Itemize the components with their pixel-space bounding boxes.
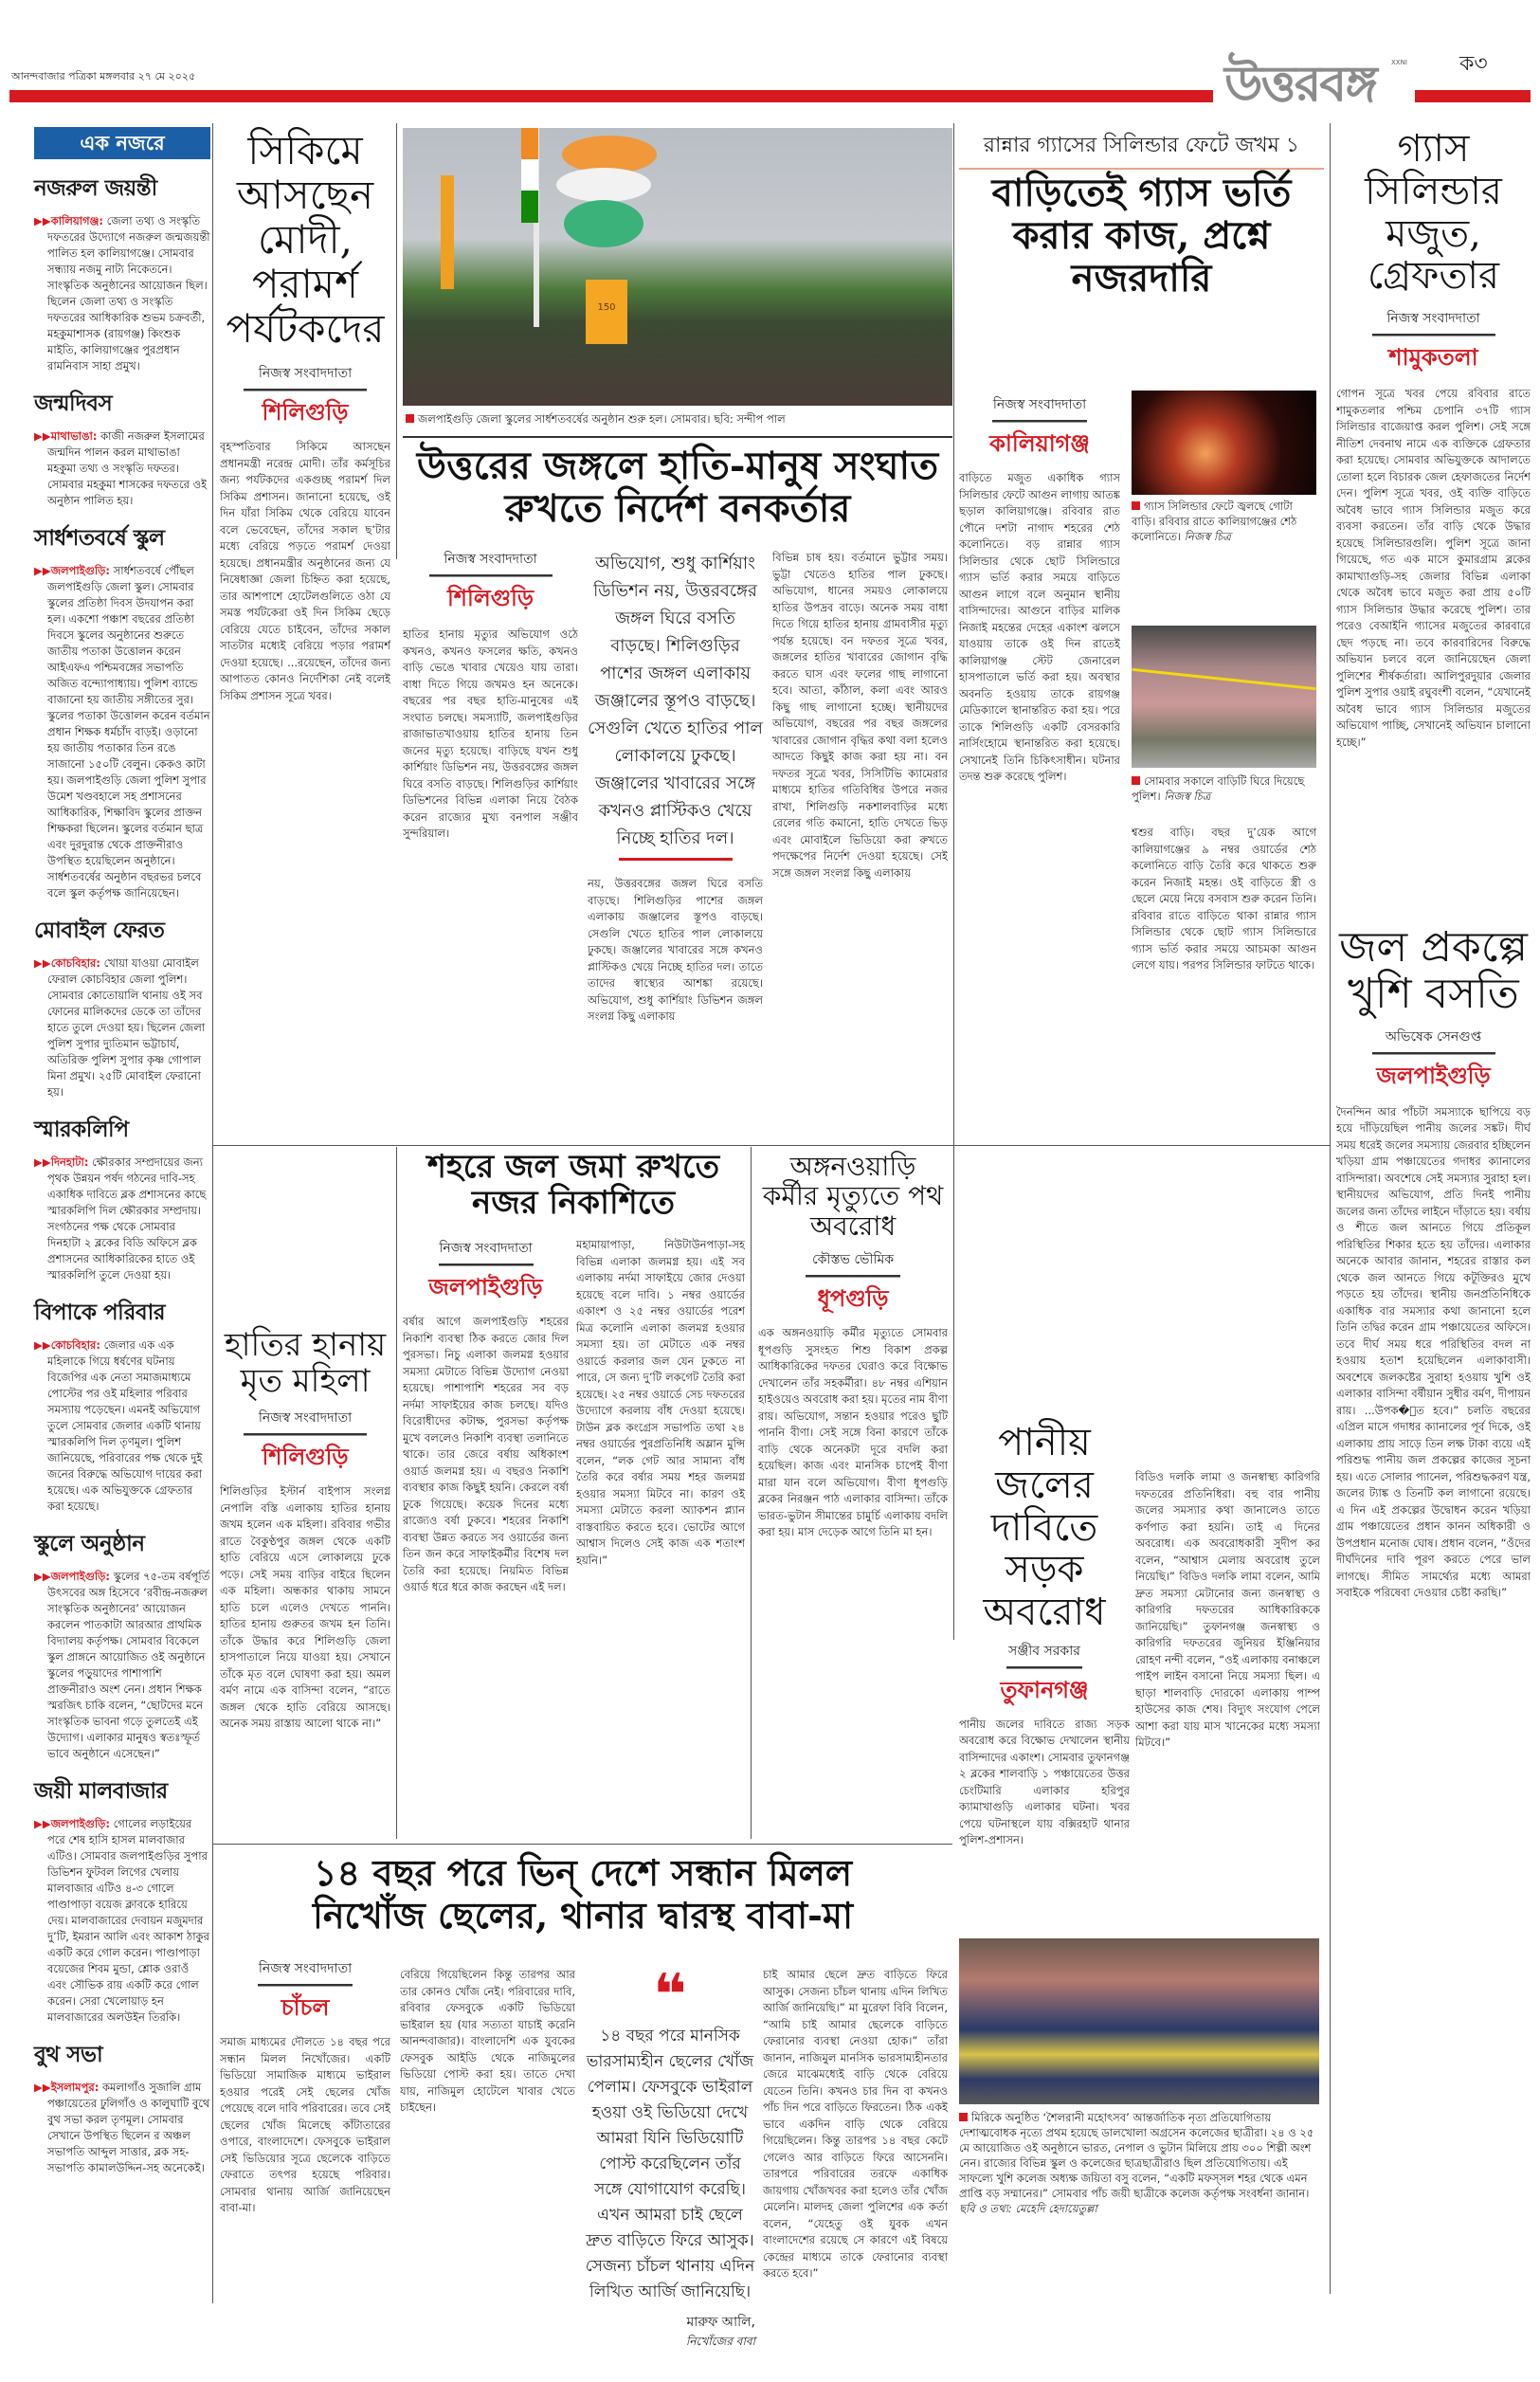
brief-text: ক্ষৌরকার সম্প্রদায়ের জন্য পৃথক উন্নয়ন পর্ষদ গঠনের দাবি-সহ একাধিক দাবিতে ব্লক প্রশাসনের কাছে স্মারকলিপি দিল ক্ষৌরকার সম্প্রদায়। সংগঠনের পক্ষ থেকে সোমবার দিনহাটা ২ ব্লকের বিডি অফিসে ব্লক প্রশাসনের আধিকারিকের হাতে ওই স্মারকলিপি তুলে দেওয়া হয়। [47, 1155, 207, 1282]
brief-title: জন্মদিবস [34, 391, 113, 416]
elephant-conflict-col2 [588, 550, 763, 1037]
section-divider [213, 1844, 952, 1845]
caption-marker-icon [1132, 776, 1140, 785]
fire-photo [1132, 391, 1316, 495]
article-body: দৈনন্দিন আর পাঁচটা সমস্যাকে ছাপিয়ে বড় হয়ে দাঁড়িয়েছিল পানীয় জলের সঙ্কট। দীর্ঘ সময় ধরেই জলের সমস্যায় জেরবার হচ্ছিলেন খড়িয়া গ্রাম পঞ্চায়েতের গদাধর ক্যানালের বাসিন্দারা। অবশেষে সেই সমস্যার সুরাহা হল। স্থানীয়দের অভিযোগ, প্রতি দিনই পানীয় জলের জন্য তাঁদের লাইনে দাঁড়াতে হয়। বর্ষায় ও শীতে জল আনতে গিয়ে প্রতিকূল পরিস্থিতির শিকার হতে হয় তাঁদের। এলাকার অনেকে আবার জানান, শহরের রাস্তার কল থেকে জল আনতে গিয়ে কটূক্তিরও মুখে পড়তে হয় তাঁদের। স্থানীয় জনপ্রতিনিধিকে একাধিক বার সমস্যার কথা জানানো হলে তিনি তদ্বির করেন গ্রাম পঞ্চায়েতের অফিসে। তবে দীর্ঘ সময় ধরে পরিস্থিতির বদল না হওয়ায় হতাশ হয়েছিলেন এলাকাবাসী। অবশেষে জলকষ্টের সুরাহা হওয়ায় খুশি ওই এলাকার বাসিন্দা বর্ষীয়ান সুধীর বর্মণ, দীপায়ন রায়। ...উপক�ৃত হবে।” চলতি বছরের এপ্রিল মাসে গদাধর ক্যানালের পূর্ব দিকে, ওই এলাকায় প্রায় সাড়ে তিন লক্ষ টাকা ব্যয়ে এই পরিশুদ্ধ পানীয় জল প্রকল্পের কাজের সূচনা হয়। এতে সোলার প্যানেল, পরিশুদ্ধকরণ যন্ত্র, জলের ট্যাঙ্ক ও তিনটি কল লাগানো রয়েছে। এ দিন এই প্রকল্পের উদ্বোধন করেন খড়িয়া গ্রাম পঞ্চায়েতের প্রধান কানন অধিকারী ও উপপ্রধান মনোজ ঘোষ। প্রধান বলেন, “ওঁদের দীর্ঘদিনের দাবি পূরণ করতে পেরে ভাল লাগছে। সীমিত সামর্থ্যের মধ্যে আমরা সবাইকে পরিষেবা দেওয়ার চেষ্টা করছি।” [1336, 1104, 1531, 1600]
brief-place: জলপাইগুড়ি: [50, 1570, 110, 1583]
byline-rule [244, 389, 367, 391]
dateline: কালিয়াগঞ্জ [989, 430, 1090, 457]
brief-text: সার্ধশতবর্ষে পৌঁছল জলপাইগুড়ি জেলা স্কুল। সোমবার স্কুলের প্রতিষ্ঠা দিবস উদযাপন করা হল। একশো পঞ্চাশ বছরের প্রতিষ্ঠা দিবসে স্কুলের অনুষ্ঠানের শুরুতে জাতীয় পতাকা উত্তোলন করেন আইএফএ পশ্চিমবঙ্গের সভাপতি অজিত বন্দ্যোপাধ্যায়। পুলিশ ব্যান্ডে বাজানো হয় জাতীয় সঙ্গীতের সুর। স্কুলের পতাকা উত্তোলন করেন বর্তমান প্রধান শিক্ষক ধর্মচাঁদ বাড়ই। ওড়ানো হয় জাতীয় পতাকার তিন রঙে সাজানো ১৫০টি বেলুন। কেকও কাটা হয়। জলপাইগুড়ি জেলা পুলিশ সুপার উমেশ খণ্ডবহালে সহ প্রশাসনের আধিকারিক, শিক্ষাবিদ স্কুলের প্রাক্তন শিক্ষকরা ছিলেন। স্কুলের বর্তমান ছাত্র এবং দুরদুরান্ত থেকে প্রাক্তনীরাও উপস্থিত হয়েছিলেন অনুষ্ঠানে। সার্ধশতবর্ষের অনুষ্ঠান বছরভর চলবে বলে স্কুল কর্তৃপক্ষ জানিয়েছেন। [47, 564, 210, 900]
byline: নিজস্ব সংবাদদাতা [439, 1241, 533, 1256]
brief-text: জেলার এক এক মহিলাকে গিয়ে ধর্ষণের ঘটনায় বিজেপির এক নেতা সমাজমাধ্যমে পোস্টের পর ওই মহিলার পরিবার সমস্যায় পড়েছেন। এমনই অভিযোগ তুলে সোমবার জেলার একটি থানায় স্মারকলিপি দিল তৃণমূল। পুলিশ জানিয়েছে, পরিবারের পক্ষ থেকে দুই জনের বিরুদ্ধে অভিযোগ দায়ের করা হয়েছে। এক অভিযুক্তকে গ্রেফতার করা হয়েছে। [47, 1338, 203, 1513]
column-rule [953, 123, 954, 1640]
masthead-red-bar-right [1415, 90, 1531, 102]
brief-place: জলপাইগুড়ি: [50, 1817, 110, 1830]
house-cordoned-photo [1132, 626, 1316, 768]
gas-hoard-article [1336, 128, 1531, 860]
brief-item [34, 1773, 210, 2026]
missing-son-col2: বেরিয়ে গিয়েছিলেন কিন্তু তারপর আর তার কোনও খোঁজ নেই। পরিবারের দাবি, রবিবার ফেসবুকে একটি ভিডিয়ো ভাইরাল হয় (যার সত্যতা যাচাই করেনি আনন্দবাজার)। বাংলাদেশি এক যুবকের ফেসবুক আইডি থেকে নাজিমুলের ভিডিয়ো পোস্ট করা হয়। তাতে দেখা যায়, নাজিমুল হোটেলে খাবার খেতে চাইছেন। [400, 1968, 575, 2114]
brief-item [34, 520, 210, 901]
brief-title: স্কুলে অনুষ্ঠান [34, 1532, 145, 1556]
police-tape [1132, 668, 1315, 690]
column-rule [396, 123, 397, 559]
column-rule [1330, 123, 1331, 2294]
byline: নিজস্ব সংবাদদাতা [1386, 311, 1480, 327]
section-divider [403, 436, 952, 438]
anniversary-banner: 150 [586, 280, 627, 344]
arrow-icon: ▶▶ [34, 564, 51, 577]
brief-text: কমলাগাঁও সুজালি গ্রাম পঞ্চায়েতের ঢুলিগাঁও ও কালুঘাটি বুথে বুথ সভা করল তৃণমূল। সোমবার সেখানে উপস্থিত ছিলেন র অঞ্চল সভাপতি আব্দুল সাত্তার, ব্লক সহ-সভাপতি কামালউদ্দিন-সহ অনেকেই। [47, 2081, 210, 2174]
brief-text: স্কুলের ৭৫-তম বর্ষপূর্তি উৎসবের অঙ্গ হিসেবে ‘রবীন্দ্র-নজরুল সাংস্কৃতিক অনুষ্ঠানের’ আয়োজন করলেন পাতকাটা আরআর প্রাথমিক বিদ্যালয় কর্তৃপক্ষ। সোমবার বিকেলে স্কুল প্রাঙ্গনে আয়োজিত ওই অনুষ্ঠানে স্কুলের পড়ুয়াদের পাশাপাশি প্রাক্তনীরাও অংশ নেন। প্রধান শিক্ষক স্মরজিৎ চাকি বলেন, “ছোটদের মনে সাংস্কৃতিক ভাবনা গড়ে তুলতেই এই উদ্যোগ। এলাকার মানুষও স্বতঃস্ফূর্ত ভাবে অনুষ্ঠানে এসেছেন।” [47, 1570, 210, 1760]
byline-rule [806, 1275, 900, 1278]
quote-mark-icon: ❝ [653, 1962, 687, 2028]
section-divider [213, 1145, 1330, 1146]
national-flag [521, 128, 538, 223]
masthead-red-bar [9, 90, 1213, 102]
arrow-icon: ▶▶ [34, 429, 51, 443]
byline-rule [258, 1984, 353, 1987]
missing-son-headline-line1: ১৪ বছর পরে ভিন্ দেশে সন্ধান মিলল [313, 1851, 853, 1894]
brief-item [34, 171, 210, 374]
orange-flag [441, 175, 454, 289]
byline: কৌস্তভ ভৌমিক [811, 1252, 895, 1268]
byline: নিজস্ব সংবাদদাতা [992, 397, 1087, 412]
brief-title: নজরুল জয়ন্তী [34, 176, 157, 201]
article-body: গোপন সূত্রে খবর পেয়ে রবিবার রাতে শামুকতলার পশ্চিম চেপানি ৩৭টি গ্যাস সিলিন্ডার বাজেয়াপ্ত করল পুলিশ। সেই সঙ্গে নীতিশ দেবনাথ নামে এক ব্যক্তিকে গ্রেফতার করা হয়েছে। সোমবার অভিযুক্তকে আদালতে তোলা হলে বিচারক জেল হেফাজতের নির্দেশ দেন। পুলিশ সূত্রে খবর, ওই ব্যক্তি বাড়িতে অবৈধ ভাবে গ্যাস সিলিন্ডার মজুত করে ব্যবসা করতেন। তাঁর বাড়ি থেকে উদ্ধার হয়েছে সিলিন্ডারগুলি। পুলিশ সূত্রে জানা গিয়েছে, গত এক মাসে কুমারগ্রাম ব্লকের কামাখ্যাগুড়ি-সহ জেলার বিভিন্ন এলাকা থেকে অবৈধ ভাবে মজুত করা প্রায় ৫০টি গ্যাস সিলিন্ডার উদ্ধার করেছে পুলিশ। তার পরেও বেআইনি গ্যাসের মজুতের কারবারে ছেদ পড়ছে না। তবে কারবারিদের বিরুদ্ধে অভিযান চলবে বলে জানিয়েছেন জেলা পুলিশের শীর্ষকর্তারা। আলিপুরদুয়ার জেলার পুলিশ সুপার ওয়াই রঘুবংশী বলেন, “যেখানেই অবৈধ ভাবে গ্যাস সিলিন্ডার মজুতের অভিযোগ পাচ্ছি, সেখানেই অভিযান চালানো হচ্ছে।” [1336, 387, 1531, 749]
brief-text: খোয়া যাওয়া মোবাইল ফেরাল কোচবিহার জেলা পুলিশ। সোমবার কোতোয়ালি থানায় ওই সব ফোনের মালিকদের ডেকে তা তাঁদের হাতে তুলে দেওয়া হয়। ছিলেন জেলা পুলিশ সুপার দ্যুতিমান ভট্টাচার্য, অতিরিক্ত পুলিশ সুপার কৃষ্ণ গোপাল মিনা প্রমুখ। ২৫টি মোবাইল ফেরানো হয়। [47, 956, 206, 1099]
arrow-icon: ▶▶ [34, 2081, 51, 2094]
gas-story-col1 [959, 393, 1120, 1048]
sikkim-headline: সিকিমে আসছেন মোদী, পরামর্শ পর্যটকদের [226, 127, 385, 353]
water-project-headline: জল প্রকল্পে খুশি বসতি [1339, 923, 1528, 1019]
fire-photo-caption: গ্যাস সিলিন্ডার ফেটে জ্বলছে গোটা বাড়ি। রবিবার রাতে কালিয়াগঞ্জের শেঠ কলোনিতে। নিজস্ব চিত্র [1132, 500, 1297, 543]
arrow-icon: ▶▶ [34, 1155, 51, 1169]
dateline: চাঁচল [281, 1994, 330, 2021]
missing-son-headline-line2: নিখোঁজ ছেলের, থানার দ্বারস্থ বাবা-মা [313, 1894, 853, 1937]
water-project-article [1336, 924, 1531, 2147]
white-balloons [556, 168, 651, 202]
byline-rule [439, 1264, 534, 1266]
byline: নিজস্ব সংবাদদাতা [444, 552, 537, 567]
article-body: হাতির হানায় মৃত্যুর অভিযোগ ওঠে কখনও, কখনও ফসলের ক্ষতি, কখনও বাড়ি ভেঙে খাবার খেয়েও যায় তারা। বাধা দিতে গিয়ে জখমও হন অনেকে। বছরের পর বছর হাতি-মানুষের এই সংঘাত চলছে। সমস্যাটি, জলপাইগুড়ির রাজাভাতখাওয়ায় হাতির হানায় তিন জনের মৃত্যু হয়েছে। বাড়িছে যখন শুধু কার্শিয়াং ডিভিশন নয়, উত্তরবঙ্গের জঙ্গল ঘিরে বসতি বাড়ছে। শিলিগুড়ির কার্শিয়াং ডিভিশনের বিভিন্ন এলাকা নিয়ে বৈঠক করেন রাজ্যের মুখ্য বনপাল সঞ্জীব সুন্দরিয়াল। [403, 627, 578, 840]
green-balloons [564, 200, 643, 247]
brief-item [34, 1295, 210, 1515]
drainage-col2: মহামায়াপাড়া, নিউটাউনপাড়া-সহ বিভিন্ন এলাকা জলমগ্ন হয়। এই সব এলাকায় নর্দমা সাফাইয়ে জোর দেওয়া হয়েছে বলে দাবি। ১ নম্বর ওয়ার্ডের একাংশ ও ২৫ নম্বর ওয়ার্ডের পরেশ মিত্র কলোনি এলাকা জলমগ্ন হওয়ার সমস্যা হয়। তা মেটাতে এক নম্বর ওয়ার্ডে করলার জল যেন ঢুকতে না পারে, সে জন্য দু’টি লকগেট তৈরি করা হয়েছে। ২৫ নম্বর ওয়ার্ডে সেচ দফতরের উদ্যোগে করলায় বাঁধ দেওয়া হয়েছে। টাউন ব্লক কংগ্রেস সভাপতি তথা ২৪ নম্বর ওয়ার্ডের পুরপ্রতিনিধি অম্লান মুন্সি বলেন, “লক গেট আর সামান্য বাঁধ তৈরি করে বর্ষার সময় শহর জলমগ্ন হওয়ার সমস্যা মিটবে না। কারণ ওই সমস্যা মেটাতে করলা অ্যাকশন প্ল্যান বাস্তবায়িত করতে হবে। ভোটের আগে আশ্বাস দিলেও সেই কাজ এক শতাংশ হয়নি।” [576, 1238, 745, 1567]
dateline: জলপাইগুড়ি [428, 1274, 543, 1300]
column-rule [396, 1147, 397, 1839]
brief-title: সার্ধশতবর্ষে স্কুল [34, 526, 165, 551]
briefs-header: এক নজরে [34, 127, 210, 159]
caption-marker-icon [1132, 501, 1140, 510]
dateline: শিলিগুড়ি [262, 1444, 349, 1471]
article-body: বৃহস্পতিবার সিকিমে আসছেন প্রধানমন্ত্রী নরেন্দ্র মোদী। তাঁর কর্মসূচির জন্য পর্যটকদের একগুচ্ছ পরামর্শ দিল সিকিম প্রশাসন। জানানো হয়েছে, ওই দিন যাঁরা সিকিম থেকে বেরিয়ে যাবেন বলে ভেবেছেন, তাঁদের সকাল ছ’টার মধ্যে বেরিয়ে পড়তে পরামর্শ দেওয়া হয়েছে। প্রধানমন্ত্রীর অনুষ্ঠানের জন্য যে নিষেধাজ্ঞা জেলা চিহ্নিত করা হয়েছে, তার আশপাশে হোটেলগুলিতে ওঠা যে সমস্ত পর্যটকেরা ওই দিন সিকিম ছেড়ে বেরিয়ে যেতে চাইবেন, তাঁদের সকাল সাতটার মধ্যেই বেরিয়ে পড়ার পরামর্শ দেওয়া হয়েছে। ...রয়েছেন, তাঁদের জন্য আপাতত কোনও নির্দেশিকা নেই বলেই সিকিম প্রশাসন সূত্রে খবর। [220, 440, 390, 702]
arrow-icon: ▶▶ [34, 1817, 51, 1830]
article-body: শিলিগুড়ির ইস্টার্ন বাইপাস সংলগ্ন নেপালি বস্তি এলাকায় হাতির হানায় জখম হলেন এক মহিলা। রবিবার গভীর রাতে বৈকুণ্ঠপুর জঙ্গল থেকে একটি হাতি বেরিয়ে এসে লোকালয়ে ঢুকে পড়ে। সেই সময় বাড়ির বাইরে ছিলেন এক মহিলা। অন্ধকার থাকায় সামনে হাতি চলে এলেও দেখতে পাননি। হাতির হানায় গুরুতর জখম হন তিনি। তাঁকে উদ্ধার করে শিলিগুড়ি জেলা হাসপাতালে নিয়ে যাওয়া হয়। সেখানে তাঁকে মৃত বলে ঘোষণা করা হয়। অমল বর্মণ নামে এক বাসিন্দা বলেন, “রাতে জঙ্গল থেকে হাতি বেরিয়ে আসছে। অনেক সময় রাস্তায় আলো থাকে না।” [220, 1484, 390, 1731]
dateline: শামুকতলা [1388, 344, 1478, 372]
elephant-conflict-col1 [403, 548, 578, 1195]
brief-title: বুথ সভা [34, 2043, 103, 2067]
article-body: সমাজ মাধ্যমের দৌলতে ১৪ বছর পরে সন্ধান মিলল নিখোঁজের। একটি ভিডিয়ো সামাজিক মাধ্যমে ভাইরাল হওয়ার পরেই সেই ছেলের খোঁজ পেয়েছে বলে দাবি পরিবারের। তবে সেই ছেলের খোঁজ মিলেছে কাঁটাতারের ওপারে, বাংলাদেশে। ফেসবুকে ভাইরাল সেই ভিডিয়োর সূত্রে ছেলেকে বাড়িতে ফেরাতে তৎপর হয়েছে পরিবার। সোমবার থানায় আর্জি জানিয়েছেন বাবা-মা। [220, 2035, 390, 2214]
byline-rule [244, 1433, 367, 1436]
dateline: তুফানগঞ্জ [1000, 1676, 1089, 1703]
house-photo-caption: সোমবার সকালে বাড়িটি ঘিরে দিয়েছে পুলিশ। নিজস্ব চিত্র [1132, 774, 1305, 803]
brief-text: কাজী নজরুল ইসলামের জন্মদিন পালন করল মাথাভাঙা মহকুমা তথ্য ও সংস্কৃতি দফতর। সোমবার মহকুমা শাসকের দফতরে ওই অনুষ্ঠান পালিত হয়। [47, 429, 208, 507]
gas-story-col2: শ্বশুর বাড়ি। বছর দু’য়েক আগে কালিয়াগঞ্জের ৯ নম্বর ওয়ার্ডের শেঠ কলোনিতে বাড়ি তৈরি করে থাকতে শুরু করেন নিজাই মহন্ত। ওই বাড়িতে স্ত্রী ও ছেলে মেয়ে নিয়ে বসবাস শুরু করেন তিনি। রবিবার রাতে বাড়িতে থাকা রান্নার গ্যাস সিলিন্ডার থেকে ছোট গ্যাস সিলিন্ডারে গ্যাস ভর্তি করার সময়ে আচমকা আগুন লেগে যায়। পরপর সিলিন্ডার ফাটতে থাকে। [1132, 826, 1316, 972]
gas-hoard-headline: গ্যাস সিলিন্ডার মজুত, গ্রেফতার [1365, 127, 1502, 299]
drainage-headline: শহরে জল জমা রুখতে নজর নিকাশিতে [426, 1148, 720, 1223]
byline: অভিষেক সেনগুপ্ত [1385, 1028, 1482, 1045]
article-body: এক অঙ্গনওয়াড়ি কর্মীর মৃত্যুতে সোমবার ধূপগুড়ি সুসংহত শিশু বিকাশ প্রকল্প আধিকারিকের দফতর ঘেরাও করে বিক্ষোভ দেখালেন তাঁর সহকর্মীরা। ৪৮ নম্বর এশিয়ান হাইওয়েও অবরোধ করা হয়। মৃতের নাম বীণা রায়। অভিযোগ, সন্তান হওয়ার পরেও ছুটি পাননি বীণা। সেই সঙ্গে বিনা কারণে তাঁকে বাড়ি থেকে অনেকটা দূরে বদলি করা হয়েছিল। কাজ এবং মানসিক চাপেই বীণা মারা যান বলে অভিযোগ। বীণা ধূপগুড়ি ব্লকের নিরঞ্জন পাঠ এলাকার বাসিন্দা। তাঁকে ভারত-ভুটান সীমান্তের চামুর্চি এলাকায় বদলি করা হয়। মাস দেড়েক আগে তিনি মা হন। [758, 1326, 948, 1539]
quote-text: ১৪ বছর পরে মানসিক ভারসাম্যহীন ছেলের খোঁজ পেলাম। ফেসবুকে ভাইরাল হওয়া ওই ভিডিয়ো দেখে আমরা যিনি ভিডিয়োটি পোস্ট করেছিলেন তাঁর সঙ্গে যোগাযোগ করেছি। এখন আমরা চাই ছেলে দ্রুত বাড়িতে ফিরে আসুক। সেজন্য চাঁচল থানায় এদিন লিখিত আর্জি জানিয়েছি। [585, 2027, 755, 2301]
gas-story-kicker: রান্নার গ্যাসের সিলিন্ডার ফেটে জখম ১ [959, 129, 1324, 170]
quote-author-role: নিখোঁজের বাবা [685, 2335, 755, 2348]
brief-place: মাথাভাঙা: [50, 429, 98, 443]
missing-son-col1 [220, 1957, 390, 2347]
brief-item [34, 1112, 210, 1283]
byline: নিজস্ব সংবাদদাতা [258, 366, 353, 382]
road-block-article [959, 1422, 1130, 1906]
brief-item [34, 913, 210, 1100]
column-rule [212, 123, 213, 2303]
dateline: ধূপগুড়ি [817, 1285, 889, 1313]
elephant-conflict-col3: বিভিন্ন চাষ হয়। বর্তমানে ভুট্টার সময়। ভুট্টা খেতেও হাতির পাল ঢুকছে। অভিযোগ, ধানের সময়ও লোকালয়ে হাতির উপদ্রব বাড়ে। অনেক সময় বাধা দিতে গিয়ে হাতির হানায় গ্রামবাসীর মৃত্যু পর্যন্ত হয়েছে। বন দফতর সূত্রে খবর, জঙ্গলের হাতির খাবারের জোগান বৃদ্ধি করতে ঘাস এবং ফলের গাছ লাগানো হবে। আতা, কাঁঠাল, কলা এবং আরও কিছু গাছ লাগানো হচ্ছে। স্থানীয়দের অভিযোগ, বছরের পর বছর জঙ্গলের খাবারের জোগান বৃদ্ধির কথা বলা হলেও আদতে কিছুই কাজ করা হয় না। বন দফতর সূত্রে খবর, সিসিটিভি ক্যামেরার মাধ্যমে হাতির গতিবিধির উপরে নজর রাখা, শিলিগুড়ি নকশালবাড়ির মধ্যে রেলের গতি কমানো, হাতি দেখতে ভিড় এবং মোবাইলে ভিডিয়ো করা রুখতে পদক্ষেপের নির্দেশ দেওয়া হয়েছে। সেই সঙ্গে জঙ্গল সংলগ্ন কিছু এলাকায় [772, 551, 948, 880]
road-block-headline: পানীয় জলের দাবিতে সড়ক অবরোধ [983, 1421, 1106, 1635]
brief-item [34, 2037, 210, 2176]
byline-rule [429, 574, 553, 577]
briefs-column [34, 171, 210, 2188]
school-photo-caption: জলপাইগুড়ি জেলা স্কুলের সার্ধশতবর্ষের অনুষ্ঠান শুরু হল। সোমবার। ছবি: সন্দীপ পাল [406, 411, 946, 427]
dateline: শিলিগুড়ি [262, 399, 349, 427]
caption-marker-icon [959, 2113, 968, 2121]
byline: সঞ্জীব সরকার [1008, 1643, 1080, 1659]
gas-story-headline: বাড়িতেই গ্যাস ভর্তি করার কাজ, প্রশ্নে নজরদারি [991, 171, 1292, 300]
missing-son-col3: চাই আমার ছেলে দ্রুত বাড়িতে ফিরে আসুক। সেজন্য চাঁচল থানায় এদিন লিখিত আর্জি জানিয়েছি।” মা মুরেফা বিবি বিলেন, “আমি চাই আমার ছেলেকে বাড়িতে ফেরানোর ব্যবস্থা নেওয়া হোক।” তাঁরা জানান, নাজিমুল মানসিক ভারসাম্যহীনতার জেরে মাঝেমধ্যেই বাড়ি থেকে বেরিয়ে যেতেন তিনি। কখনও চার দিন বা কখনও পাঁচ দিন পরে বাড়িতে ফিরতেন। ঠিক একই ভাবে একদিন বাড়ি থেকে বেরিয়ে গিয়েছিলেন। কিন্তু তারপর ১৪ বছর কেটে গেলেও আর বাড়িতে ফিরে আসেননি। তারপরে পরিবারের তরফে একাধিক জায়গায় খোঁজখবর করা হলেও তাঁর খোঁজ মেলেনি। মালদহ জেলা পুলিশের এক কর্তা বলেন, “যেহেতু ওই যুবক এখন বাংলাদেশের রয়েছে সে কারণে এই বিষয়ে কেন্দ্রের মাধ্যমে তাকে ফেরানোর ব্যবস্থা করতে হবে।” [763, 1968, 948, 2280]
pull-quote-rule [619, 858, 733, 861]
masthead-date-line: আনন্দবাজার পত্রিকা মঙ্গলবার ২৭ মে ২০২৫ [11, 70, 196, 82]
brief-title: জয়ী মালবাজার [34, 1779, 168, 1804]
column-rule [751, 1147, 752, 1839]
missing-son-quote-box [585, 1962, 755, 2353]
elephant-death-headline: হাতির হানায় মৃত মহিলা [224, 1326, 387, 1401]
pull-quote: অভিযোগ, শুধু কার্শিয়াং ডিভিশন নয়, উত্তরবঙ্গের জঙ্গল ঘিরে বসতি বাড়ছে। শিলিগুড়ির পাশের জঙ্গল এলাকায় জঞ্জালের স্তূপও বাড়ছে। সেগুলি খেতে হাতির পাল লোকালয়ে ঢুকছে। জঞ্জালের খাবারের সঙ্গে কখনও প্লাস্টিকও খেয়ে নিচ্ছে হাতির দল। [588, 554, 763, 848]
section-title: উত্তরবঙ্গ [1224, 55, 1376, 113]
caption-marker-icon [406, 414, 414, 423]
elephant-death-article [220, 1327, 390, 1787]
dateline: জলপাইগুড়ি [1376, 1062, 1491, 1089]
brief-place: কোচবিহার: [50, 956, 100, 970]
byline-rule [1372, 334, 1495, 336]
brief-title: স্মারকলিপি [34, 1118, 129, 1142]
article-body: বাড়িতে মজুত একাধিক গ্যাস সিলিন্ডার ফেটে আগুন লাগায় আতঙ্ক ছড়াল কালিয়াগঞ্জে। রবিবার রাত পৌনে দশটা নাগাদ শহরের শেঠ কলোনিতে। বড় রান্নার গ্যাস সিলিন্ডার থেকে ছোট সিলিন্ডারে গ্যাস ভর্তি করার সময়ে বাড়িতে আগুন লাগে বলে অনুমান স্থানীয় বাসিন্দাদের। আগুনে বাড়ির মালিক নিজাই মহন্তের দেহের একাংশ ঝলসে যাওয়ায় তাকে ওই দিন রাতেই কালিয়াগঞ্জ স্টেট জেনারেল হাসপাতালে ভর্তি করা হয়। অবস্থার অবনতি হওয়ায় তাকে রায়গঞ্জ মেডিক্যালে স্থানান্তরিত করা হয়। পরে তাকে শিলিগুড়ি একটি বেসরকারি নার্সিংহোমে স্থানান্তরিত করা হয়েছে। সেখানেই তিনি চিকিৎসাধীন। ঘটনার তদন্ত শুরু করেছে পুলিশ। [959, 471, 1120, 783]
byline: নিজস্ব সংবাদদাতা [258, 1410, 353, 1427]
byline: নিজস্ব সংবাদদাতা [258, 1961, 353, 1976]
arrow-icon: ▶▶ [34, 1570, 51, 1583]
byline-rule [1006, 1666, 1082, 1669]
page-number: ক৩ [1459, 52, 1488, 76]
brief-place: কোচবিহার: [50, 1338, 100, 1352]
brief-item [34, 1526, 210, 1762]
brief-place: জলপাইগুড়ি: [50, 564, 110, 577]
road-block-col2: বিডিও দলকি লামা ও জনস্বাস্থ্য কারিগরি দফতরের প্রতিনিধিরা। বহু বার পানীয় জলের সমস্যার কথা জানালেও তাতে কর্ণপাত করা হয়নি। তাই এ দিনের অবরোধ। এক অবরোধকারী সুদীপ কর বলেন, “আশ্বাস মেলায় অবরোধ তুলে নিয়েছি।” বিডিও দলকি লামা বলেন, আমি দ্রুত সমস্যা মেটানোর জন্য জনস্বাস্থ্য ও কারিগরি দফতরের আধিকারিককে জানিয়েছি।” তুফানগঞ্জ জনস্বাস্থ্য ও কারিগরি দফতরের জুনিয়র ইঞ্জিনিয়ার রোহণ নন্দী বলেন, “ওই এলাকায় বনাঞ্চলে পাইপ লাইন বসানো নিয়ে সমস্যা ছিল। এ ছাড়া শালবাড়ি দোরকো এলাকায় পাম্প হাউসের কাজ শেষ। বিদ্যুৎ সংযোগ পেলে আশা করা যায় মাস খানেকের মধ্যে সমস্যা মিটবে।” [1135, 1470, 1320, 1749]
brief-item [34, 386, 210, 509]
brief-title: মোবাইল ফেরত [34, 918, 165, 943]
anganwadi-article [758, 1152, 948, 1856]
brief-title: বিপাকে পরিবার [34, 1300, 165, 1325]
article-body: নয়, উত্তরবঙ্গের জঙ্গল ঘিরে বসতি বাড়ছে। শিলিগুড়ির পাশের জঙ্গল এলাকায় জঞ্জালের স্তূপও বাড়ছে। সেগুলি খেতে হাতির পাল লোকালয়ে ঢুকছে। জঞ্জালের খাবারের সঙ্গে কখনও প্লাস্টিকও খেয়ে নিচ্ছে হাতির দল। তাতে তাদের স্বাস্থ্যের আশঙ্কা রয়েছে। অভিযোগ, শুধু কার্শিয়াং ডিভিশন জঙ্গল সংলগ্ন কিছু এলাকায় [588, 877, 763, 1023]
brief-text: জেলা তথ্য ও সংস্কৃতি দফতরের উদ্যোগে নজরুল জন্মজয়ন্তী পালিত হল কালিয়াগঞ্জে। সোমবার সন্ধ্যায় নজমু নাট্য নিকেতনে। সাংস্কৃতিক অনুষ্ঠানের আয়োজন ছিল। ছিলেন জেলা তথ্য ও সংস্কৃতি দফতরের আধিকারিক শুভম চক্রবর্তী, মহকুমাশাসক (রায়গঞ্জ) কিংশুক মাইতি, কালিয়াগঞ্জের পুরপ্রধান রামনিবাস সাহা প্রমুখ। [47, 214, 210, 373]
article-body: বর্ষার আগে জলপাইগুড়ি শহরের নিকাশি ব্যবস্থা ঠিক করতে জোর দিল পুরসভা। নিচু এলাকা জলমগ্ন হওয়ার সমস্যা মেটাতে বিভিন্ন উদ্যোগ নেওয়া হয়েছে। পাশাপাশি শহরের সব বড় নর্দমা সাফাইয়ের কাজ চলছে। যদিও বিরোধীদের কটাক্ষ, পুরসভা কর্তৃপক্ষ মুখে বললেও নিকাশি ব্যবস্থা তলানিতে থাকে। তার জেরে বর্ষায় অধিকাংশ ওয়ার্ড জলমগ্ন হয়। এ বছরও নিকাশি ব্যবস্থার কাজ কিছুই হয়নি। কেরলে বর্ষা ঢুকে গিয়েছে। কয়েক দিনের মধ্যে রাজ্যেও বর্ষা ঢুকবে। শহরের নিকাশি ব্যবস্থা উন্নত করতে সব ওয়ার্ডের জন্য তিন জন করে সাফাইকর্মীর বিশেষ দল তৈরি করা হয়েছে। নিয়মিত বিভিন্ন ওয়ার্ড ধরে ধরে কাজ করছেন এই দল। [403, 1315, 569, 1593]
brief-place: দিনহাটা: [50, 1155, 89, 1169]
brief-text: গোলের লড়াইয়ের পরে শেষ হাসি হাসল মালবাজার এটিও। সোমবার জলপাইগুড়ির সুপার ডিভিশন ফুটবল লিগের খেলায় মালবাজার এটিও ৪-৩ গোলে পাণ্ডাপাড়া বয়েজ ক্লাবকে হারিয়ে দেয়। মালবাজারের দেবায়ন মজুমদার দু’টি, ইমরান আলি এবং আকাশ ঠাকুর একটি করে গোল করেন। পাণ্ডাপাড়া বয়েজের শিবম মুন্ডা, শ্লোক ওরাওঁ এবং সৌভিক রায় একটি করে গোল করেন। সেরা খেলোয়াড় হন মালবাজারের অলউইন তিরকি। [47, 1817, 209, 2024]
brief-place: ইসলামপুর: [50, 2081, 100, 2094]
section-code: XXNI [1391, 59, 1407, 66]
sikkim-article [220, 128, 390, 941]
dance-winners-photo [959, 1938, 1319, 2104]
byline-rule [992, 420, 1087, 423]
dance-photo-caption: মিরিকে অনুষ্ঠিত ‘শৈলরানী মহোৎসব’ আন্তর্জাতিক নৃত্য প্রতিযোগিতায় দেশাত্মবোধক নৃত্যে প্রথম হয়েছে ডালখোলা অগ্রসেন কলেজের ছাত্রীরা। ২৪ ও ২৫ মে আয়োজিত ওই অনুষ্ঠানে ভারত, নেপাল ও ভুটান মিলিয়ে প্রায় ৩০০ শিল্পী অংশ নেন। রাজ্যের বিভিন্ন স্কুল ও কলেজের ছাত্রছাত্রীরাও ছিল প্রতিযোগিতায়। এই সাফল্যে খুশি কলেজ অধ্যক্ষ জয়িতা বসু বলেন, “একটি মফস্‌সল শহর থেকে এমন প্রাপ্তি বড় সম্মানের।” সোমবার পাঁচ জয়ী ছাত্রীকে কলেজ কর্তৃপক্ষ সংবর্ধনা জানান। ছবি ও তথ্য: মেহেদি হেদায়েতুল্লা [959, 2111, 1314, 2215]
dateline: শিলিগুড়ি [446, 585, 534, 611]
school-anniversary-photo [403, 128, 952, 406]
brief-place: কালিয়াগঞ্জ: [50, 214, 104, 227]
anganwadi-headline: অঙ্গনওয়াড়ি কর্মীর মৃত্যুতে পথ অবরোধ [762, 1151, 944, 1242]
arrow-icon: ▶▶ [34, 214, 51, 227]
drainage-col1 [403, 1237, 569, 1845]
byline-rule [1372, 1052, 1495, 1055]
quote-author: মারুফ আলি, [686, 2315, 755, 2330]
elephant-conflict-headline: উত্তরের জঙ্গলে হাতি-মানুষ সংঘাত রুখতে নির্দেশ বনকর্তার [416, 444, 939, 531]
arrow-icon: ▶▶ [34, 956, 51, 970]
arrow-icon: ▶▶ [34, 1338, 51, 1352]
article-body: পানীয় জলের দাবিতে রাজ্য সড়ক অবরোধ করে বিক্ষোভ দেখালেন স্থানীয় বাসিন্দাদের একাংশ। সোমবার তুফানগঞ্জ ২ ব্লকের শালবাড়ি ১ পঞ্চায়েতের উত্তর চেংটিমারি এলাকার হরিপুর ক্যামাখাগুড়ি এলাকার ঘটনা। খবর পেয়ে ঘটনাস্থলে যায় বক্সিরহাট থানার পুলিশ-প্রশাসন। [959, 1717, 1130, 1847]
